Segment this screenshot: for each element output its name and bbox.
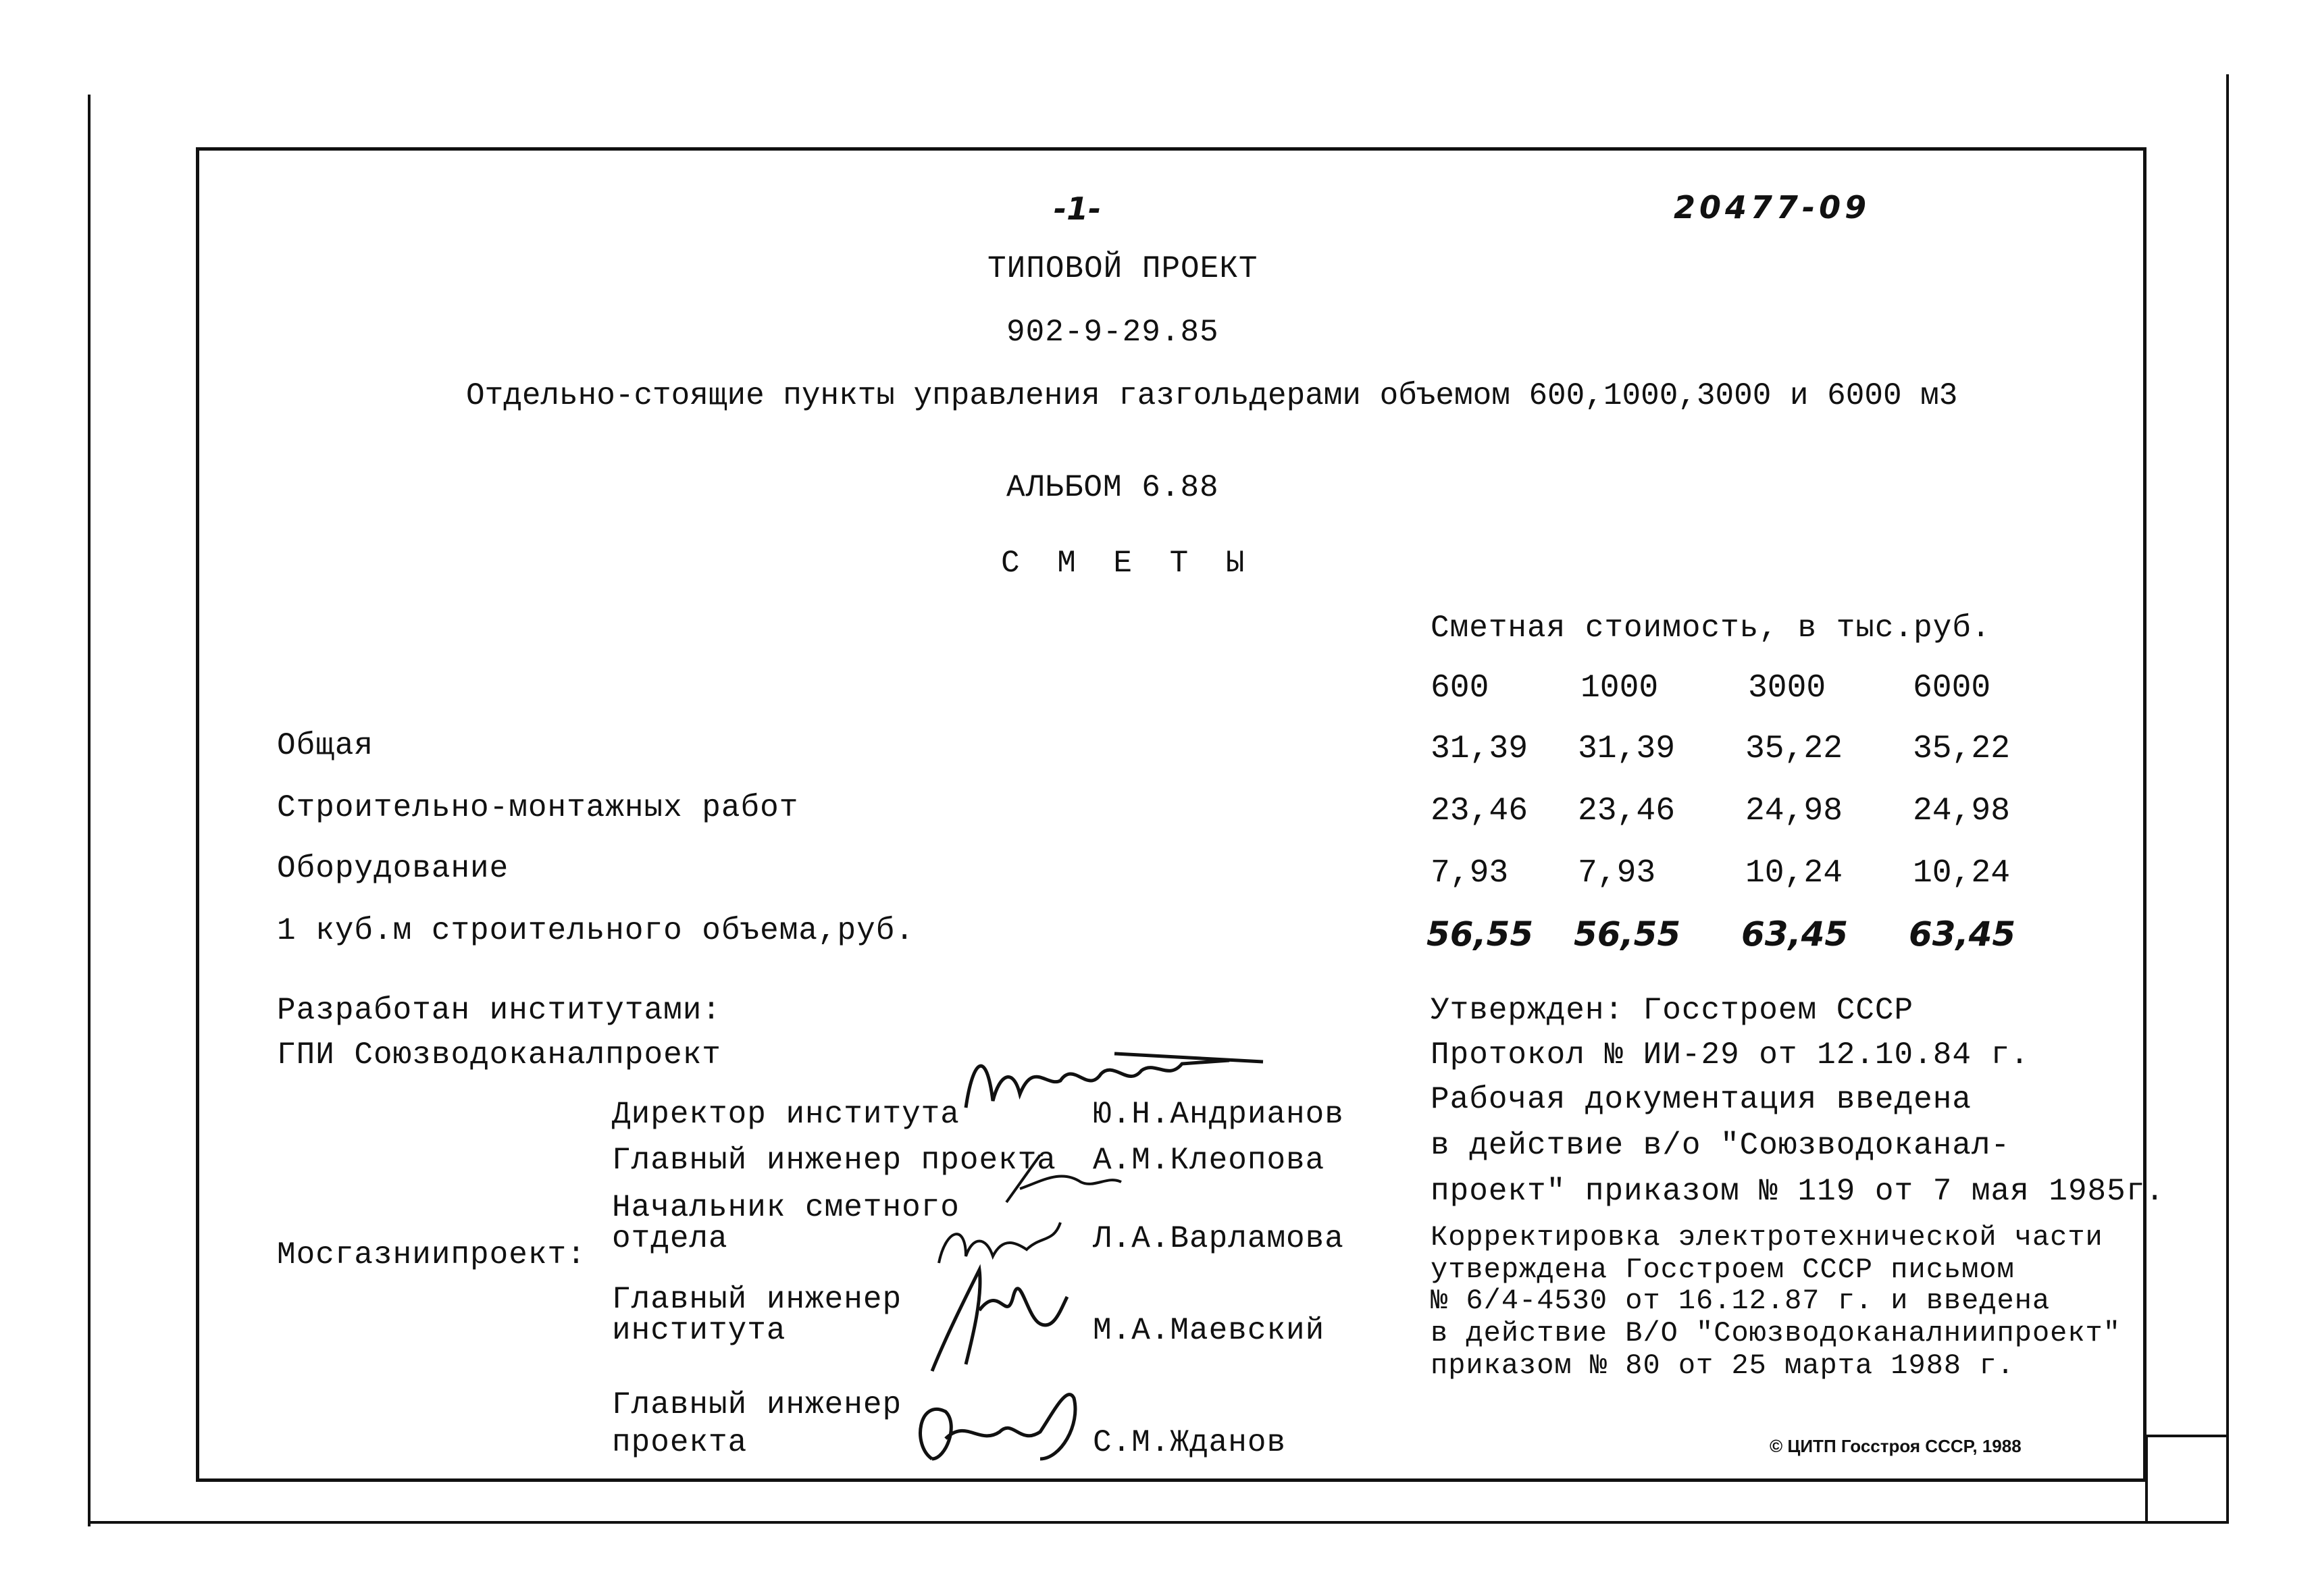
cell-construction-600: 23,46 — [1431, 793, 1528, 829]
row-label-unit-cost: 1 куб.м строительного объема,руб. — [277, 913, 915, 948]
approval-line-5: проект" приказом № 119 от 7 мая 1985г. — [1431, 1174, 2165, 1209]
copyright: © ЦИТП Госстроя СССР, 1988 — [1770, 1436, 2022, 1456]
row-label-construction: Строительно-монтажных работ — [277, 790, 799, 825]
document-subtitle: Отдельно-стоящие пункты управления газгольдерами объемом 600,1000,3000 и 6000 м3 — [466, 378, 1958, 413]
stamp-line-top — [2146, 1435, 2228, 1437]
section-title: С М Е Т Ы — [1001, 546, 1254, 581]
cell-equipment-6000: 10,24 — [1913, 855, 2011, 892]
institute-soyuzvodokanalproekt: ГПИ Союзводоканалпроект — [277, 1037, 721, 1073]
institute-mosgazniiproekt: Мосгазниипроект: — [277, 1237, 586, 1272]
staff-name-estimate-head: Л.А.Варламова — [1093, 1221, 1344, 1256]
staff-role-estimate-head-2: отдела — [612, 1221, 728, 1256]
correction-line-5: приказом № 80 от 25 марта 1988 г. — [1431, 1349, 2015, 1382]
staff-role-institute-engineer: Главный инженер — [612, 1282, 902, 1317]
cell-equipment-3000: 10,24 — [1745, 855, 1843, 892]
row-label-equipment: Оборудование — [277, 851, 509, 886]
outer-right-border — [2226, 74, 2229, 1524]
developers-heading: Разработан институтами: — [277, 993, 721, 1028]
correction-line-2: утверждена Госстроем СССР письмом — [1431, 1254, 2015, 1286]
cell-unit-cost-600: 56,55 — [1426, 915, 1534, 954]
staff-role-director: Директор института — [612, 1097, 960, 1132]
staff-role-institute-engineer-2: института — [612, 1313, 786, 1348]
cell-unit-cost-1000: 56,55 — [1574, 915, 1681, 954]
staff-role-project-engineer-2: проекта — [612, 1425, 748, 1460]
column-header-6000: 6000 — [1913, 670, 1991, 706]
signature-project-engineer — [905, 1371, 1094, 1472]
staff-role-chief-engineer: Главный инженер проекта — [612, 1143, 1056, 1178]
cell-unit-cost-3000: 63,45 — [1741, 915, 1849, 954]
cell-unit-cost-6000: 63,45 — [1909, 915, 2016, 954]
column-header-600: 600 — [1431, 670, 1489, 706]
column-header-1000: 1000 — [1580, 670, 1659, 706]
row-label-total: Общая — [277, 728, 374, 763]
staff-name-project-engineer: С.М.Жданов — [1093, 1425, 1287, 1460]
cell-construction-3000: 24,98 — [1745, 793, 1843, 829]
staff-name-director: Ю.Н.Андрианов — [1093, 1097, 1344, 1132]
approval-line-4: в действие в/о "Союзводоканал- — [1431, 1128, 2011, 1163]
cell-total-600: 31,39 — [1431, 731, 1528, 767]
album-label: АЛЬБОМ 6.88 — [1006, 470, 1219, 505]
document-title: ТИПОВОЙ ПРОЕКТ — [987, 251, 1258, 286]
outer-left-border — [88, 95, 91, 1526]
outer-bottom-border — [88, 1521, 2229, 1524]
signature-institute-engineer — [919, 1256, 1081, 1378]
correction-line-3: № 6/4-4530 от 16.12.87 г. и введена — [1431, 1285, 2051, 1317]
cell-construction-6000: 24,98 — [1913, 793, 2011, 829]
cell-equipment-1000: 7,93 — [1578, 855, 1656, 892]
costs-caption: Сметная стоимость, в тыс.руб. — [1431, 611, 1991, 646]
approval-line-3: Рабочая документация введена — [1431, 1082, 1972, 1117]
staff-role-estimate-head: Начальник сметного — [612, 1190, 960, 1225]
cell-construction-1000: 23,46 — [1578, 793, 1676, 829]
project-code: 902-9-29.85 — [1006, 315, 1219, 350]
correction-line-1: Корректировка электротехнической части — [1431, 1221, 2103, 1254]
staff-name-chief-engineer: А.М.Клеопова — [1093, 1143, 1325, 1178]
signature-director — [946, 1033, 1283, 1128]
document-code: 20477-09 — [1674, 189, 1871, 226]
column-header-3000: 3000 — [1748, 670, 1826, 706]
stamp-line-left — [2145, 1435, 2148, 1522]
staff-name-institute-engineer: М.А.Маевский — [1093, 1313, 1325, 1348]
correction-line-4: в действие В/О "Союзводоканалниипроект" — [1431, 1317, 2121, 1349]
cell-total-3000: 35,22 — [1745, 731, 1843, 767]
approval-line-1: Утвержден: Госстроем СССР — [1431, 993, 1914, 1028]
signature-chief-engineer — [993, 1141, 1128, 1209]
page-number: -1- — [1054, 190, 1102, 227]
cell-total-6000: 35,22 — [1913, 731, 2011, 767]
approval-line-2: Протокол № ИИ-29 от 12.10.84 г. — [1431, 1037, 2030, 1073]
cell-total-1000: 31,39 — [1578, 731, 1676, 767]
cell-equipment-600: 7,93 — [1431, 855, 1509, 892]
staff-role-project-engineer: Главный инженер — [612, 1387, 902, 1422]
